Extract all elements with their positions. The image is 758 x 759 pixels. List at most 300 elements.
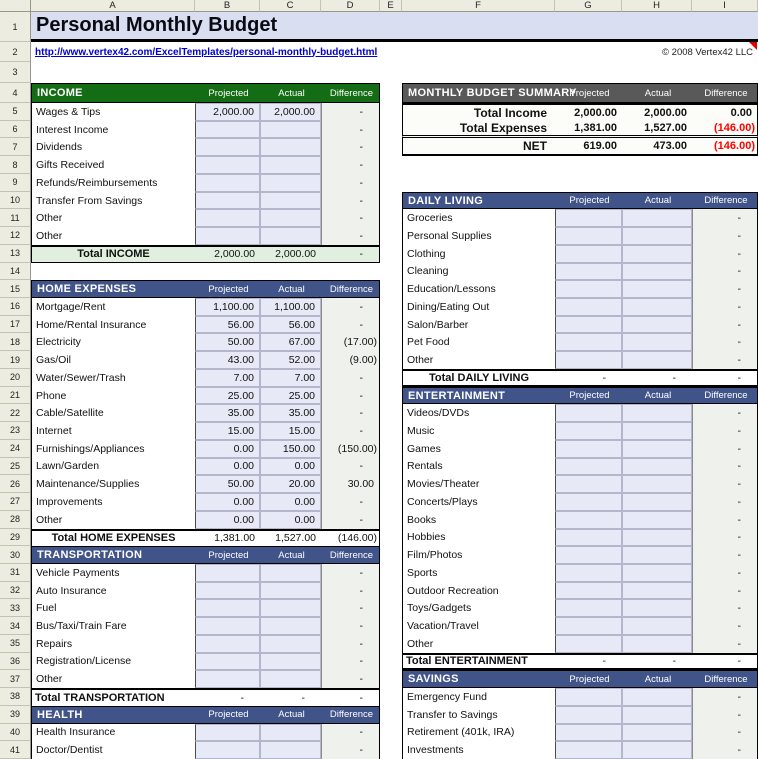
difference-cell[interactable]: -: [692, 280, 758, 298]
column-header-B[interactable]: B: [195, 0, 260, 12]
actual-input-cell[interactable]: [260, 174, 321, 192]
template-link[interactable]: http://www.vertex42.com/ExcelTemplates/personal-monthly-budget.html: [35, 46, 378, 58]
projected-input-cell[interactable]: [195, 192, 260, 210]
difference-cell[interactable]: -: [692, 688, 758, 706]
projected-input-cell[interactable]: [555, 245, 622, 263]
row-header-23[interactable]: 23: [0, 422, 31, 440]
difference-cell[interactable]: -: [321, 422, 380, 440]
difference-cell[interactable]: (17.00): [321, 333, 380, 351]
difference-cell[interactable]: -: [692, 529, 758, 547]
difference-cell[interactable]: -: [321, 298, 380, 316]
difference-cell[interactable]: -: [321, 174, 380, 192]
summary-label-cell[interactable]: NET: [402, 138, 555, 156]
row-label-cell[interactable]: Doctor/Dentist: [31, 741, 195, 759]
actual-input-cell[interactable]: 7.00: [260, 369, 321, 387]
difference-cell[interactable]: -: [692, 263, 758, 281]
row-header-14[interactable]: 14: [0, 263, 31, 281]
row-label-cell[interactable]: Dining/Eating Out: [402, 298, 555, 316]
difference-cell[interactable]: -: [692, 724, 758, 742]
difference-cell[interactable]: -: [321, 192, 380, 210]
projected-input-cell[interactable]: [555, 582, 622, 600]
row-label-cell[interactable]: Investments: [402, 741, 555, 759]
projected-input-cell[interactable]: [555, 564, 622, 582]
projected-input-cell[interactable]: 0.00: [195, 493, 260, 511]
projected-input-cell[interactable]: [555, 546, 622, 564]
row-label-cell[interactable]: Auto Insurance: [31, 582, 195, 600]
row-header-35[interactable]: 35: [0, 635, 31, 653]
row-header-24[interactable]: 24: [0, 440, 31, 458]
projected-input-cell[interactable]: [555, 263, 622, 281]
actual-input-cell[interactable]: [622, 475, 692, 493]
difference-cell[interactable]: -: [321, 138, 380, 156]
projected-input-cell[interactable]: [195, 582, 260, 600]
projected-input-cell[interactable]: 50.00: [195, 333, 260, 351]
projected-input-cell[interactable]: 25.00: [195, 387, 260, 405]
difference-cell[interactable]: -: [692, 245, 758, 263]
projected-input-cell[interactable]: [555, 280, 622, 298]
column-header-A[interactable]: A: [31, 0, 195, 12]
difference-cell[interactable]: -: [692, 333, 758, 351]
difference-cell[interactable]: -: [692, 635, 758, 653]
projected-input-cell[interactable]: [555, 333, 622, 351]
actual-input-cell[interactable]: [622, 617, 692, 635]
column-header-I[interactable]: I: [692, 0, 758, 12]
total-label-cell[interactable]: Total INCOME: [31, 245, 195, 263]
row-label-cell[interactable]: Salon/Barber: [402, 316, 555, 334]
projected-input-cell[interactable]: [195, 174, 260, 192]
total-actual-cell[interactable]: -: [260, 688, 321, 706]
projected-input-cell[interactable]: [555, 688, 622, 706]
difference-cell[interactable]: -: [692, 209, 758, 227]
summary-label-cell[interactable]: Total Income: [402, 103, 555, 121]
row-label-cell[interactable]: Clothing: [402, 245, 555, 263]
row-header-18[interactable]: 18: [0, 333, 31, 351]
difference-cell[interactable]: -: [692, 475, 758, 493]
projected-input-cell[interactable]: [195, 617, 260, 635]
row-label-cell[interactable]: Other: [31, 227, 195, 245]
actual-input-cell[interactable]: [622, 298, 692, 316]
projected-input-cell[interactable]: [195, 599, 260, 617]
actual-input-cell[interactable]: [622, 688, 692, 706]
summary-difference-cell[interactable]: (146.00): [692, 138, 758, 156]
row-label-cell[interactable]: Maintenance/Supplies: [31, 475, 195, 493]
row-label-cell[interactable]: Home/Rental Insurance: [31, 316, 195, 334]
actual-input-cell[interactable]: [260, 209, 321, 227]
section-header-monthly-budget-summary[interactable]: [402, 83, 758, 103]
row-label-cell[interactable]: Personal Supplies: [402, 227, 555, 245]
row-header-32[interactable]: 32: [0, 582, 31, 600]
row-label-cell[interactable]: Furnishings/Appliances: [31, 440, 195, 458]
row-label-cell[interactable]: Retirement (401k, IRA): [402, 724, 555, 742]
row-header-3[interactable]: 3: [0, 62, 31, 83]
row-header-7[interactable]: 7: [0, 138, 31, 156]
row-header-25[interactable]: 25: [0, 458, 31, 476]
actual-input-cell[interactable]: [622, 546, 692, 564]
summary-difference-cell[interactable]: 0.00: [692, 103, 758, 121]
total-projected-cell[interactable]: -: [555, 369, 622, 387]
row-header-33[interactable]: 33: [0, 599, 31, 617]
row-label-cell[interactable]: Other: [402, 351, 555, 369]
row-label-cell[interactable]: Phone: [31, 387, 195, 405]
section-header-savings[interactable]: [402, 670, 758, 688]
row-label-cell[interactable]: Repairs: [31, 635, 195, 653]
difference-cell[interactable]: -: [321, 316, 380, 334]
row-label-cell[interactable]: Games: [402, 440, 555, 458]
row-label-cell[interactable]: Sports: [402, 564, 555, 582]
projected-input-cell[interactable]: [195, 138, 260, 156]
row-label-cell[interactable]: Cable/Satellite: [31, 404, 195, 422]
difference-cell[interactable]: -: [321, 582, 380, 600]
difference-cell[interactable]: (150.00): [321, 440, 380, 458]
row-label-cell[interactable]: Vehicle Payments: [31, 564, 195, 582]
row-header-26[interactable]: 26: [0, 475, 31, 493]
row-label-cell[interactable]: Wages & Tips: [31, 103, 195, 121]
row-label-cell[interactable]: Registration/License: [31, 653, 195, 671]
projected-input-cell[interactable]: [195, 635, 260, 653]
row-header-9[interactable]: 9: [0, 174, 31, 192]
projected-input-cell[interactable]: 0.00: [195, 511, 260, 529]
projected-input-cell[interactable]: 50.00: [195, 475, 260, 493]
projected-input-cell[interactable]: [195, 724, 260, 742]
row-header-16[interactable]: 16: [0, 298, 31, 316]
row-label-cell[interactable]: Lawn/Garden: [31, 458, 195, 476]
difference-cell[interactable]: -: [692, 298, 758, 316]
projected-input-cell[interactable]: [195, 564, 260, 582]
actual-input-cell[interactable]: [260, 724, 321, 742]
difference-cell[interactable]: -: [692, 741, 758, 759]
row-label-cell[interactable]: Transfer From Savings: [31, 192, 195, 210]
actual-input-cell[interactable]: 35.00: [260, 404, 321, 422]
row-header-30[interactable]: 30: [0, 546, 31, 564]
row-label-cell[interactable]: Outdoor Recreation: [402, 582, 555, 600]
row-label-cell[interactable]: Concerts/Plays: [402, 493, 555, 511]
column-header-D[interactable]: D: [321, 0, 380, 12]
difference-cell[interactable]: -: [692, 440, 758, 458]
row-label-cell[interactable]: Gas/Oil: [31, 351, 195, 369]
projected-input-cell[interactable]: [195, 227, 260, 245]
column-header-E[interactable]: E: [380, 0, 402, 12]
row-header-12[interactable]: 12: [0, 227, 31, 245]
row-header-15[interactable]: 15: [0, 280, 31, 298]
column-header-F[interactable]: F: [402, 0, 555, 12]
actual-input-cell[interactable]: [260, 635, 321, 653]
actual-input-cell[interactable]: [260, 617, 321, 635]
summary-actual-cell[interactable]: 1,527.00: [622, 121, 692, 139]
summary-label-cell[interactable]: Total Expenses: [402, 121, 555, 139]
projected-input-cell[interactable]: [555, 404, 622, 422]
difference-cell[interactable]: -: [692, 599, 758, 617]
actual-input-cell[interactable]: [622, 280, 692, 298]
row-header-21[interactable]: 21: [0, 387, 31, 405]
actual-input-cell[interactable]: [260, 138, 321, 156]
section-header-transportation[interactable]: [31, 546, 380, 564]
row-label-cell[interactable]: Mortgage/Rent: [31, 298, 195, 316]
row-header-13[interactable]: 13: [0, 245, 31, 263]
row-label-cell[interactable]: Interest Income: [31, 121, 195, 139]
difference-cell[interactable]: -: [692, 227, 758, 245]
projected-input-cell[interactable]: 1,100.00: [195, 298, 260, 316]
total-difference-cell[interactable]: -: [692, 653, 758, 671]
projected-input-cell[interactable]: [555, 635, 622, 653]
total-difference-cell[interactable]: (146.00): [321, 529, 380, 547]
row-label-cell[interactable]: Water/Sewer/Trash: [31, 369, 195, 387]
difference-cell[interactable]: -: [692, 458, 758, 476]
difference-cell[interactable]: -: [321, 121, 380, 139]
actual-input-cell[interactable]: [622, 422, 692, 440]
actual-input-cell[interactable]: [260, 741, 321, 759]
row-label-cell[interactable]: Movies/Theater: [402, 475, 555, 493]
difference-cell[interactable]: -: [692, 351, 758, 369]
difference-cell[interactable]: -: [321, 511, 380, 529]
section-header-health[interactable]: [31, 706, 380, 724]
row-header-6[interactable]: 6: [0, 121, 31, 139]
actual-input-cell[interactable]: 15.00: [260, 422, 321, 440]
section-header-income[interactable]: [31, 83, 380, 103]
projected-input-cell[interactable]: [555, 458, 622, 476]
row-label-cell[interactable]: Electricity: [31, 333, 195, 351]
difference-cell[interactable]: -: [321, 156, 380, 174]
total-actual-cell[interactable]: 2,000.00: [260, 245, 321, 263]
projected-input-cell[interactable]: 7.00: [195, 369, 260, 387]
total-projected-cell[interactable]: 1,381.00: [195, 529, 260, 547]
actual-input-cell[interactable]: 0.00: [260, 458, 321, 476]
actual-input-cell[interactable]: [622, 316, 692, 334]
row-label-cell[interactable]: Groceries: [402, 209, 555, 227]
projected-input-cell[interactable]: [555, 493, 622, 511]
actual-input-cell[interactable]: [622, 263, 692, 281]
total-label-cell[interactable]: Total TRANSPORTATION: [31, 688, 195, 706]
row-label-cell[interactable]: Hobbies: [402, 529, 555, 547]
row-label-cell[interactable]: Health Insurance: [31, 724, 195, 742]
row-label-cell[interactable]: Rentals: [402, 458, 555, 476]
projected-input-cell[interactable]: 35.00: [195, 404, 260, 422]
projected-input-cell[interactable]: [195, 209, 260, 227]
total-label-cell[interactable]: Total DAILY LIVING: [402, 369, 555, 387]
difference-cell[interactable]: -: [321, 635, 380, 653]
row-header-19[interactable]: 19: [0, 351, 31, 369]
difference-cell[interactable]: -: [321, 404, 380, 422]
actual-input-cell[interactable]: 52.00: [260, 351, 321, 369]
column-header-C[interactable]: C: [260, 0, 321, 12]
difference-cell[interactable]: -: [321, 670, 380, 688]
row-label-cell[interactable]: Gifts Received: [31, 156, 195, 174]
total-projected-cell[interactable]: -: [195, 688, 260, 706]
difference-cell[interactable]: -: [692, 706, 758, 724]
actual-input-cell[interactable]: 0.00: [260, 511, 321, 529]
section-header-entertainment[interactable]: [402, 387, 758, 405]
actual-input-cell[interactable]: [622, 209, 692, 227]
actual-input-cell[interactable]: 25.00: [260, 387, 321, 405]
difference-cell[interactable]: -: [321, 458, 380, 476]
actual-input-cell[interactable]: [260, 121, 321, 139]
difference-cell[interactable]: -: [321, 653, 380, 671]
difference-cell[interactable]: -: [321, 599, 380, 617]
total-label-cell[interactable]: Total ENTERTAINMENT: [402, 653, 555, 671]
row-header-29[interactable]: 29: [0, 529, 31, 547]
row-header-5[interactable]: 5: [0, 103, 31, 121]
row-label-cell[interactable]: Bus/Taxi/Train Fare: [31, 617, 195, 635]
actual-input-cell[interactable]: [622, 582, 692, 600]
actual-input-cell[interactable]: [622, 599, 692, 617]
total-projected-cell[interactable]: 2,000.00: [195, 245, 260, 263]
row-label-cell[interactable]: Education/Lessons: [402, 280, 555, 298]
projected-input-cell[interactable]: [555, 529, 622, 547]
actual-input-cell[interactable]: [622, 529, 692, 547]
projected-input-cell[interactable]: [555, 706, 622, 724]
actual-input-cell[interactable]: 1,100.00: [260, 298, 321, 316]
projected-input-cell[interactable]: 2,000.00: [195, 103, 260, 121]
column-header-G[interactable]: G: [555, 0, 622, 12]
difference-cell[interactable]: -: [321, 209, 380, 227]
actual-input-cell[interactable]: [622, 635, 692, 653]
projected-input-cell[interactable]: [195, 121, 260, 139]
row-header-37[interactable]: 37: [0, 670, 31, 688]
projected-input-cell[interactable]: [555, 298, 622, 316]
difference-cell[interactable]: -: [321, 741, 380, 759]
total-difference-cell[interactable]: -: [692, 369, 758, 387]
total-actual-cell[interactable]: 1,527.00: [260, 529, 321, 547]
projected-input-cell[interactable]: [555, 422, 622, 440]
actual-input-cell[interactable]: [260, 582, 321, 600]
actual-input-cell[interactable]: 67.00: [260, 333, 321, 351]
row-label-cell[interactable]: Improvements: [31, 493, 195, 511]
total-actual-cell[interactable]: -: [622, 653, 692, 671]
difference-cell[interactable]: -: [692, 546, 758, 564]
row-label-cell[interactable]: Fuel: [31, 599, 195, 617]
actual-input-cell[interactable]: [260, 227, 321, 245]
projected-input-cell[interactable]: [555, 724, 622, 742]
total-label-cell[interactable]: Total HOME EXPENSES: [31, 529, 195, 547]
row-label-cell[interactable]: Music: [402, 422, 555, 440]
row-header-11[interactable]: 11: [0, 209, 31, 227]
column-header-H[interactable]: H: [622, 0, 692, 12]
difference-cell[interactable]: -: [692, 564, 758, 582]
projected-input-cell[interactable]: 15.00: [195, 422, 260, 440]
row-header-34[interactable]: 34: [0, 617, 31, 635]
total-difference-cell[interactable]: -: [321, 245, 380, 263]
select-all-corner[interactable]: [0, 0, 31, 12]
summary-projected-cell[interactable]: 2,000.00: [555, 103, 622, 121]
actual-input-cell[interactable]: [622, 511, 692, 529]
row-label-cell[interactable]: Vacation/Travel: [402, 617, 555, 635]
row-header-28[interactable]: 28: [0, 511, 31, 529]
row-label-cell[interactable]: Cleaning: [402, 263, 555, 281]
row-label-cell[interactable]: Toys/Gadgets: [402, 599, 555, 617]
actual-input-cell[interactable]: [260, 192, 321, 210]
row-label-cell[interactable]: Emergency Fund: [402, 688, 555, 706]
row-header-8[interactable]: 8: [0, 156, 31, 174]
difference-cell[interactable]: -: [692, 316, 758, 334]
difference-cell[interactable]: -: [692, 404, 758, 422]
projected-input-cell[interactable]: 43.00: [195, 351, 260, 369]
summary-projected-cell[interactable]: 619.00: [555, 138, 622, 156]
comment-marker-icon[interactable]: [749, 42, 757, 50]
row-header-40[interactable]: 40: [0, 724, 31, 742]
projected-input-cell[interactable]: 0.00: [195, 440, 260, 458]
projected-input-cell[interactable]: [195, 670, 260, 688]
difference-cell[interactable]: -: [321, 103, 380, 121]
projected-input-cell[interactable]: 56.00: [195, 316, 260, 334]
row-header-36[interactable]: 36: [0, 653, 31, 671]
difference-cell[interactable]: -: [692, 582, 758, 600]
section-header-daily-living[interactable]: [402, 192, 758, 210]
projected-input-cell[interactable]: [555, 209, 622, 227]
actual-input-cell[interactable]: 150.00: [260, 440, 321, 458]
section-header-home-expenses[interactable]: [31, 280, 380, 298]
difference-cell[interactable]: -: [321, 369, 380, 387]
actual-input-cell[interactable]: [260, 564, 321, 582]
projected-input-cell[interactable]: [195, 653, 260, 671]
projected-input-cell[interactable]: [195, 156, 260, 174]
projected-input-cell[interactable]: [555, 440, 622, 458]
total-actual-cell[interactable]: -: [622, 369, 692, 387]
total-difference-cell[interactable]: -: [321, 688, 380, 706]
actual-input-cell[interactable]: [622, 404, 692, 422]
actual-input-cell[interactable]: 56.00: [260, 316, 321, 334]
projected-input-cell[interactable]: [555, 351, 622, 369]
actual-input-cell[interactable]: [622, 458, 692, 476]
actual-input-cell[interactable]: [622, 724, 692, 742]
projected-input-cell[interactable]: [555, 741, 622, 759]
difference-cell[interactable]: -: [692, 511, 758, 529]
difference-cell[interactable]: -: [321, 493, 380, 511]
actual-input-cell[interactable]: [622, 564, 692, 582]
actual-input-cell[interactable]: [622, 706, 692, 724]
actual-input-cell[interactable]: [622, 245, 692, 263]
actual-input-cell[interactable]: [622, 440, 692, 458]
difference-cell[interactable]: -: [321, 617, 380, 635]
summary-actual-cell[interactable]: 2,000.00: [622, 103, 692, 121]
difference-cell[interactable]: -: [692, 422, 758, 440]
summary-projected-cell[interactable]: 1,381.00: [555, 121, 622, 139]
row-header-38[interactable]: 38: [0, 688, 31, 706]
row-label-cell[interactable]: Dividends: [31, 138, 195, 156]
difference-cell[interactable]: -: [321, 564, 380, 582]
actual-input-cell[interactable]: [622, 333, 692, 351]
projected-input-cell[interactable]: [555, 475, 622, 493]
row-label-cell[interactable]: Internet: [31, 422, 195, 440]
row-label-cell[interactable]: Refunds/Reimbursements: [31, 174, 195, 192]
actual-input-cell[interactable]: 0.00: [260, 493, 321, 511]
summary-actual-cell[interactable]: 473.00: [622, 138, 692, 156]
projected-input-cell[interactable]: [555, 316, 622, 334]
row-label-cell[interactable]: Books: [402, 511, 555, 529]
actual-input-cell[interactable]: [622, 227, 692, 245]
actual-input-cell[interactable]: [260, 670, 321, 688]
row-header-10[interactable]: 10: [0, 192, 31, 210]
row-header-31[interactable]: 31: [0, 564, 31, 582]
row-label-cell[interactable]: Other: [31, 670, 195, 688]
title-cell[interactable]: [31, 12, 758, 42]
projected-input-cell[interactable]: [555, 511, 622, 529]
row-header-2[interactable]: 2: [0, 42, 31, 62]
row-label-cell[interactable]: Pet Food: [402, 333, 555, 351]
actual-input-cell[interactable]: [260, 653, 321, 671]
projected-input-cell[interactable]: [555, 599, 622, 617]
summary-difference-cell[interactable]: (146.00): [692, 121, 758, 139]
row-header-39[interactable]: 39: [0, 706, 31, 724]
row-header-4[interactable]: 4: [0, 83, 31, 103]
row-header-22[interactable]: 22: [0, 404, 31, 422]
row-header-41[interactable]: 41: [0, 741, 31, 759]
difference-cell[interactable]: -: [692, 617, 758, 635]
row-label-cell[interactable]: Film/Photos: [402, 546, 555, 564]
row-header-1[interactable]: 1: [0, 12, 31, 42]
actual-input-cell[interactable]: 2,000.00: [260, 103, 321, 121]
difference-cell[interactable]: -: [321, 387, 380, 405]
projected-input-cell[interactable]: [555, 617, 622, 635]
row-header-27[interactable]: 27: [0, 493, 31, 511]
